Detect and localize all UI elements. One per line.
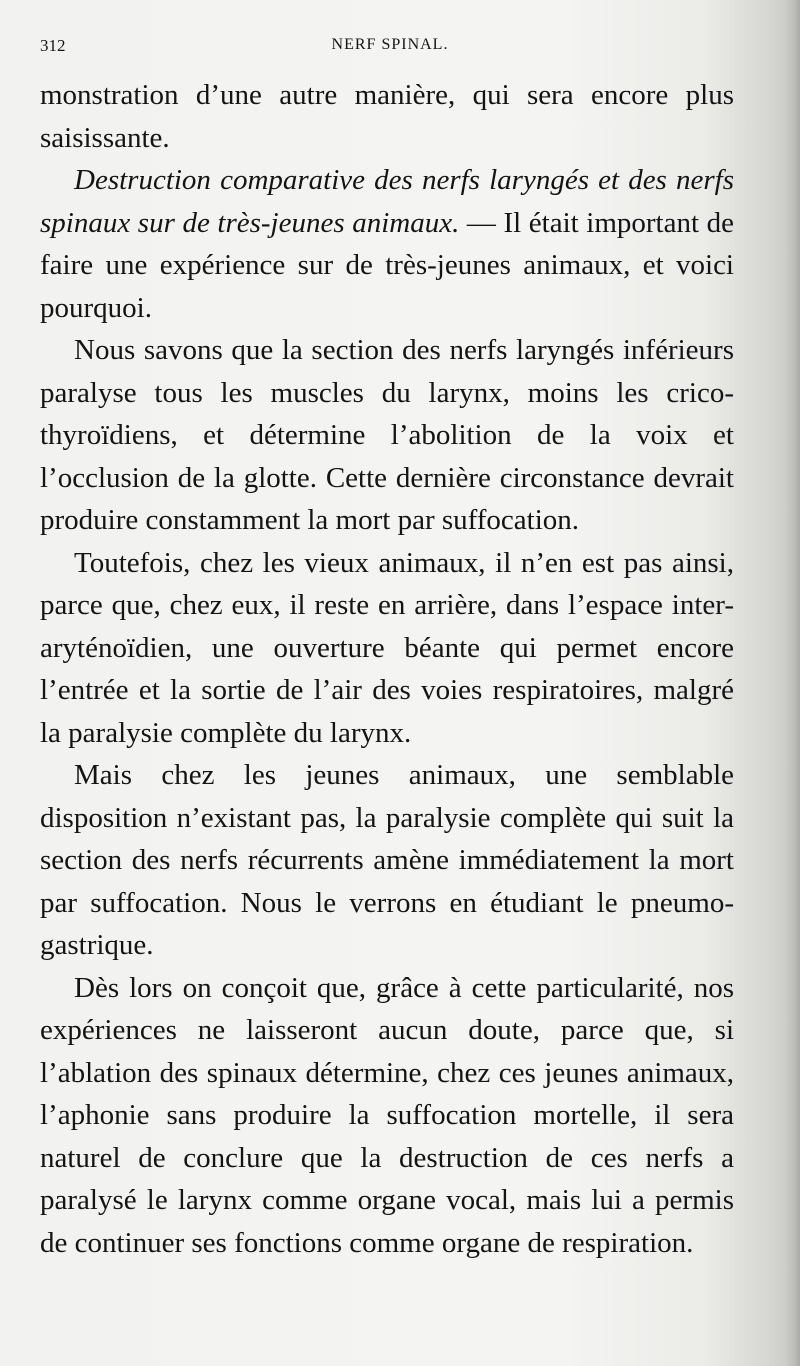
italic-heading: Destruction comparative des nerfs laryngés et des nerfs spinaux sur de très-jeunes animaux.	[40, 164, 734, 239]
page-edge-shadow	[786, 0, 800, 1366]
running-title: NERF SPINAL.	[331, 36, 449, 53]
paragraph-experiment-heading	[40, 159, 734, 329]
paragraph-text: — Il était important de faire une expérience sur de très-jeunes animaux, et voici pourquoi.	[40, 206, 734, 324]
paragraph	[40, 329, 734, 542]
paragraph-text: Dès lors on conçoit que, grâce à cette particularité, nos expériences ne laisseront aucun doute, parce que, si l’ablation des spinaux détermine, chez ces jeunes animaux, l’aphonie sans produire la suffocation mortelle, il sera naturel de conclure que la destruction de ces nerfs a paralysé le larynx comme organe vocal, mais lui a permis de continuer ses fonctions comme organe de respiration.	[40, 971, 734, 1259]
running-head	[40, 36, 740, 60]
paragraph-text: Nous savons que la section des nerfs laryngés inférieurs paralyse tous les muscles du larynx, moins les cricothyroïdiens, et détermine l’abolition de la voix et l’occlusion de la glotte. Cette dernière circonstance devrait produire constamment la mort par suffocation.	[40, 334, 734, 536]
paragraph-text: Mais chez les jeunes animaux, une semblable disposition n’existant pas, la paralysie complète qui suit la section des nerfs récurrents amène immédiatement la mort par suffocation. Nous le verrons en étudiant le pneumo-gastrique.	[40, 759, 734, 961]
paragraph-text: Toutefois, chez les vieux animaux, il n’en est pas ainsi, parce que, chez eux, il reste en arrière, dans l’espace inter-aryténoïdien, une ouverture béante qui permet encore l’entrée et la sortie de l’air des voies respiratoires, malgré la paralysie complète du larynx.	[40, 546, 734, 749]
paragraph-continuation	[40, 74, 734, 159]
body-text	[40, 74, 734, 1264]
paragraph	[40, 967, 734, 1265]
page-number: 312	[40, 36, 66, 55]
paragraph	[40, 542, 734, 755]
paragraph-text: monstration d’une autre manière, qui sera encore plus saisissante.	[40, 79, 734, 154]
paragraph	[40, 754, 734, 967]
